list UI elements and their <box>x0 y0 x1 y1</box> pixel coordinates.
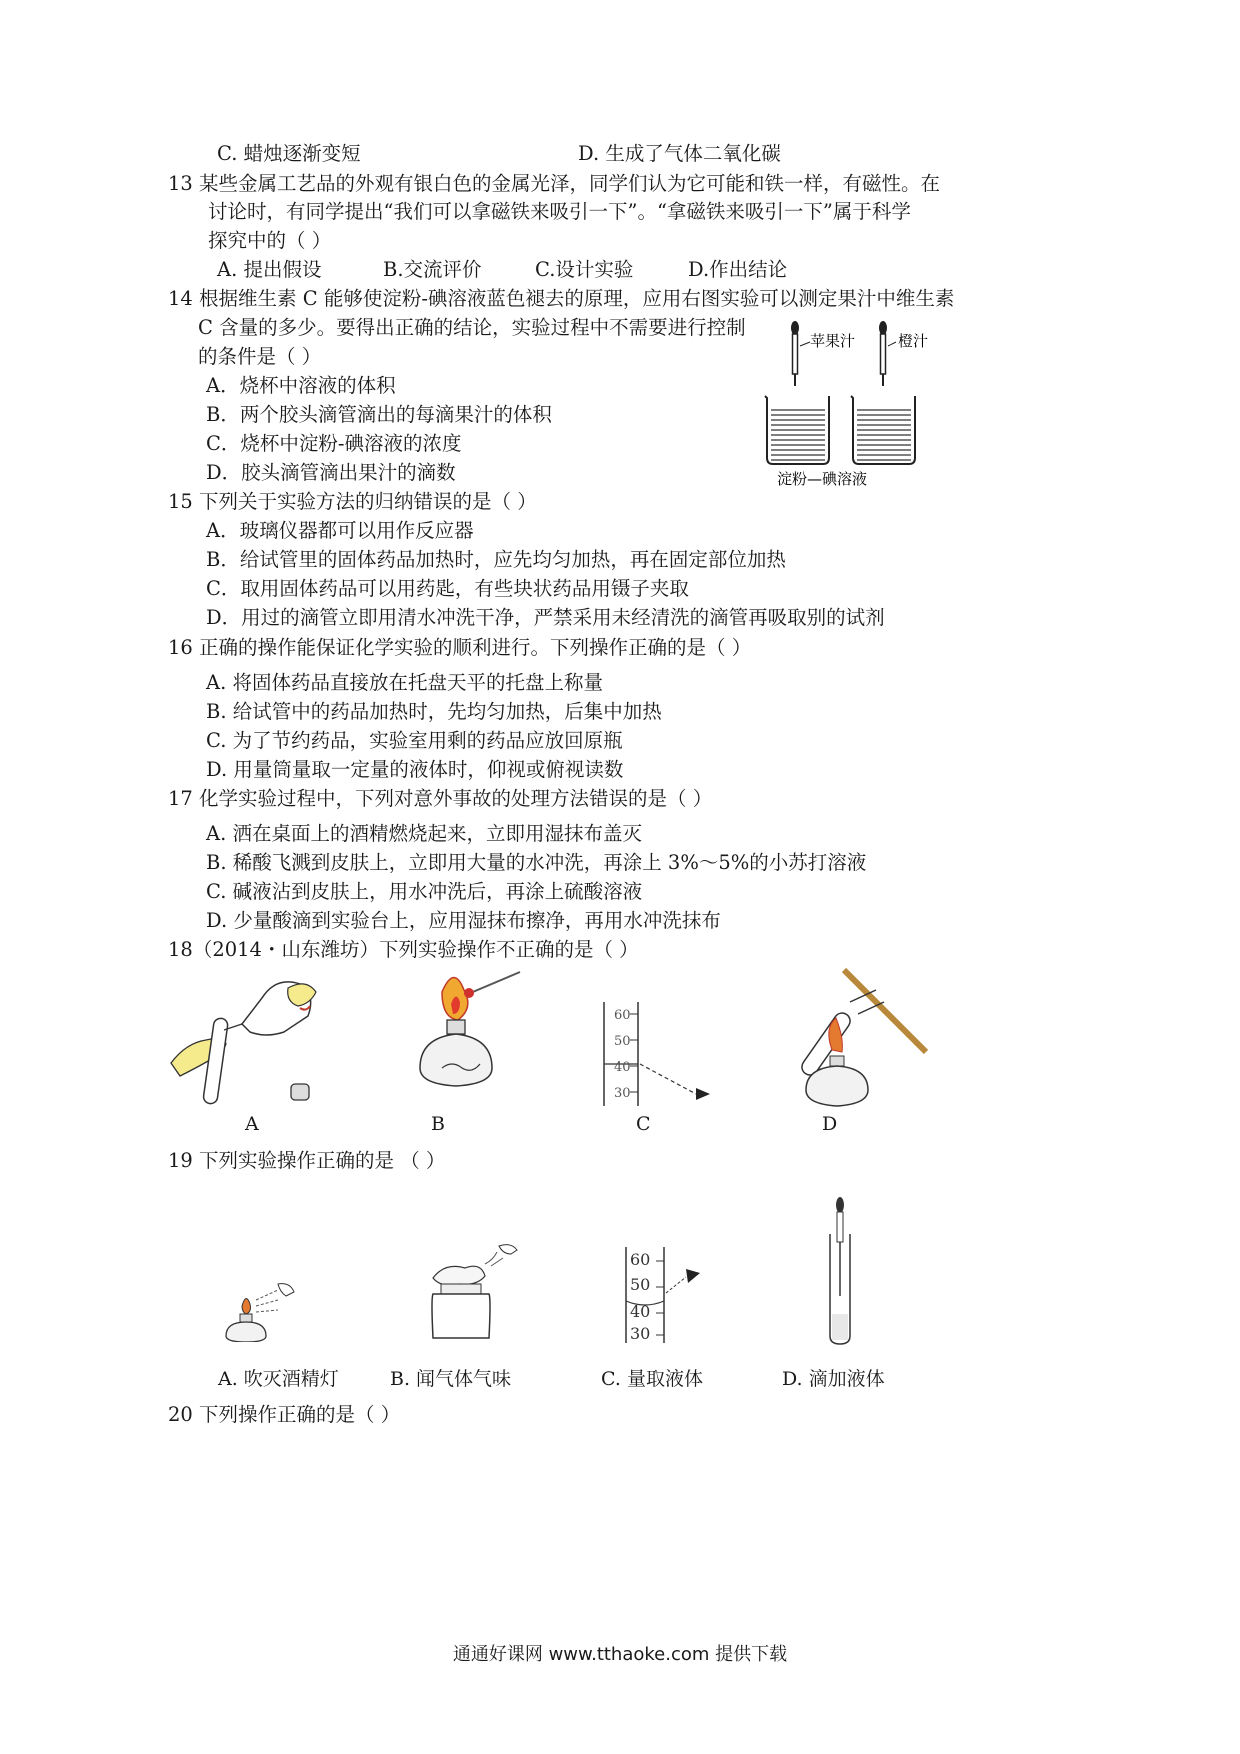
cylinder-tick-60: 60 <box>614 1008 631 1023</box>
beaker-right-icon <box>851 396 915 464</box>
q19-caption-a: A. 吹灭酒精灯 <box>218 1368 339 1390</box>
eye-icon <box>686 1269 700 1283</box>
q14-option-a: A．烧杯中溶液的体积 <box>206 374 396 397</box>
heating-test-tube-figure <box>788 968 928 1113</box>
q15-stem: 15 下列关于实验方法的归纳错误的是（ ） <box>168 490 537 513</box>
q18-label-b: B <box>431 1113 445 1135</box>
dropper-left-icon <box>791 321 799 386</box>
cylinder-tick-50: 50 <box>614 1034 631 1049</box>
label-apple-juice: 苹果汁 <box>810 332 856 350</box>
q20-stem: 20 下列操作正确的是（ ） <box>168 1403 401 1426</box>
pouring-liquid-figure <box>166 968 341 1108</box>
cylinder-tick-40: 40 <box>630 1302 651 1321</box>
q16-option-a: A. 将固体药品直接放在托盘天平的托盘上称量 <box>206 671 603 694</box>
q17-option-c: C. 碱液沾到皮肤上，用水冲洗后，再涂上硫酸溶液 <box>206 880 643 903</box>
q14-option-c: C．烧杯中淀粉-碘溶液的浓度 <box>206 432 462 455</box>
q14-stem-line2: C 含量的多少。要得出正确的结论，实验过程中不需要进行控制 <box>198 316 746 339</box>
q19-caption-d: D. 滴加液体 <box>782 1368 885 1390</box>
q16-option-b: B. 给试管中的药品加热时，先均匀加热，后集中加热 <box>206 700 662 723</box>
q13-option-a: A. 提出假设 <box>217 258 322 281</box>
q15-option-a: A．玻璃仪器都可以用作反应器 <box>206 519 474 542</box>
smelling-gas-figure <box>425 1242 525 1342</box>
cylinder-level-figure <box>622 1245 712 1345</box>
q15-option-b: B．给试管里的固体药品加热时，应先均匀加热，再在固定部位加热 <box>206 548 786 571</box>
q19-stem: 19 下列实验操作正确的是 （ ） <box>168 1149 446 1172</box>
alcohol-lamp-lighting-figure <box>402 968 522 1108</box>
q19-caption-b: B. 闻气体气味 <box>390 1368 512 1390</box>
q14-option-b: B．两个胶头滴管滴出的每滴果汁的体积 <box>206 403 552 426</box>
cylinder-tick-30: 30 <box>630 1324 651 1343</box>
label-starch-iodine: 淀粉—碘溶液 <box>777 470 868 488</box>
q15-option-d: D．用过的滴管立即用清水冲洗干净，严禁采用未经清洗的滴管再吸取别的试剂 <box>206 606 885 629</box>
beaker-left-icon <box>765 396 829 464</box>
cylinder-tick-30: 30 <box>614 1086 631 1101</box>
cylinder-tick-50: 50 <box>630 1275 651 1294</box>
q16-option-c: C. 为了节约药品，实验室用剩的药品应放回原瓶 <box>206 729 623 752</box>
q12-option-d: D. 生成了气体二氧化碳 <box>578 142 781 165</box>
q18-label-d: D <box>822 1113 838 1135</box>
q13-stem-line2: 讨论时，有同学提出“我们可以拿磁铁来吸引一下”。“拿磁铁来吸引一下”属于科学 <box>208 200 911 223</box>
q13-stem-line3: 探究中的（ ） <box>208 229 332 252</box>
dropper-right-icon <box>879 321 887 386</box>
q12-option-c: C. 蜡烛逐渐变短 <box>217 142 361 165</box>
q17-stem: 17 化学实验过程中，下列对意外事故的处理方法错误的是（ ） <box>168 787 713 810</box>
q17-option-d: D. 少量酸滴到实验台上，应用湿抹布擦净，再用水冲洗抹布 <box>206 909 721 932</box>
q13-option-b: B.交流评价 <box>383 258 482 281</box>
beaker-dropper-figure <box>755 318 940 493</box>
q17-option-b: B. 稀酸飞溅到皮肤上，立即用大量的水冲洗，再涂上 3%～5%的小苏打溶液 <box>206 851 867 874</box>
cylinder-tick-60: 60 <box>630 1250 651 1269</box>
q13-stem-line1: 13 某些金属工艺品的外观有银白色的金属光泽，同学们认为它可能和铁一样，有磁性。在 <box>168 172 941 195</box>
q16-stem: 16 正确的操作能保证化学实验的顺利进行。下列操作正确的是（ ） <box>168 636 752 659</box>
q17-option-a: A. 洒在桌面上的酒精燃烧起来，立即用湿抹布盖灭 <box>206 822 642 845</box>
q15-option-c: C．取用固体药品可以用药匙，有些块状药品用镊子夹取 <box>206 577 689 600</box>
blowing-lamp-figure <box>220 1280 300 1342</box>
cylinder-tick-40: 40 <box>614 1060 631 1075</box>
q18-label-a: A <box>245 1113 259 1135</box>
q13-option-c: C.设计实验 <box>535 258 634 281</box>
q19-caption-c: C. 量取液体 <box>601 1368 703 1390</box>
dropper-test-tube-figure <box>820 1196 860 1346</box>
cylinder-reading-figure <box>600 1000 730 1110</box>
q14-stem-line3: 的条件是（ ） <box>198 345 322 368</box>
q14-option-d: D．胶头滴管滴出果汁的滴数 <box>206 461 456 484</box>
footer-credit: 通通好课网 www.tthaoke.com 提供下载 <box>452 1644 788 1665</box>
q16-option-d: D. 用量筒量取一定量的液体时，仰视或俯视读数 <box>206 758 624 781</box>
q14-stem-line1: 14 根据维生素 C 能够使淀粉-碘溶液蓝色褪去的原理，应用右图实验可以测定果汁中维生素 <box>168 287 955 310</box>
q13-option-d: D.作出结论 <box>688 258 788 281</box>
eye-icon <box>696 1088 710 1100</box>
q18-label-c: C <box>636 1113 651 1135</box>
label-orange-juice: 橙汁 <box>898 332 929 350</box>
q18-stem: 18（2014・山东潍坊）下列实验操作不正确的是（ ） <box>168 938 639 961</box>
